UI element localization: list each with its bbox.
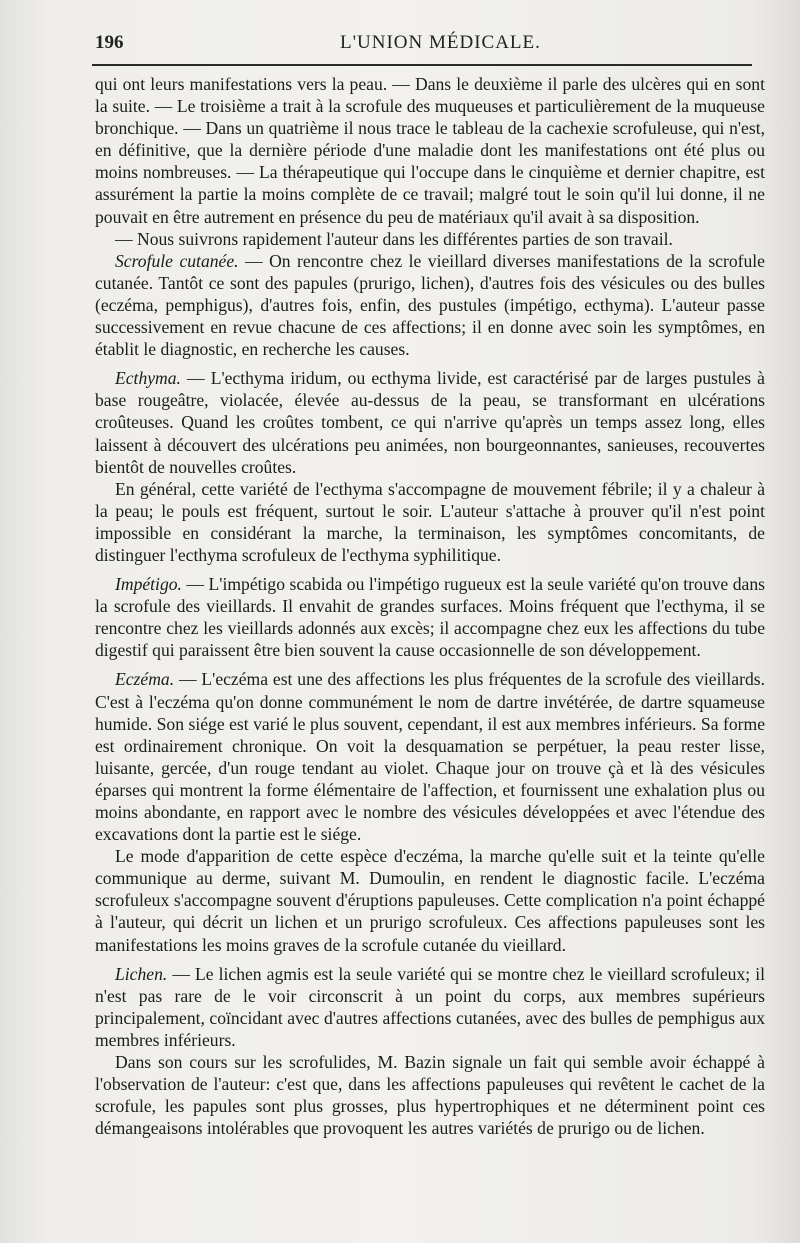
section-title: Impétigo. <box>115 574 182 595</box>
body-text <box>95 73 765 1139</box>
paragraph-ecthyma-2: En général, cette variété de l'ecthyma s'accompagne de mouvement fébrile; il y a chaleur à la peau; le pouls est fréquent, surtout le soir. L'auteur s'attache à prouver qu'il n'est point impossible en considérant la marche, la terminaison, les symptômes concomitants, de distinguer l'ecthyma scrofuleux de l'ecthyma syphilitique. <box>95 478 765 565</box>
paragraph-1: qui ont leurs manifestations vers la peau. — Dans le deuxième il parle des ulcères qui en sont la suite. — Le troisième a trait à la scrofule des muqueuses et particulièrement de la muqueuse bronchique. — Dans un quatrième il nous trace le tableau de la cachexie scrofuleuse, qui n'est, en définitive, que la dernière période d'une maladie dont les manifestations ont été plus ou moins nombreuses. — La thérapeutique qui l'occupe dans le cinquième et dernier chapitre, est assurément la partie la moins complète de ce travail; malgré tout le soin qu'il lui donne, il ne pouvait en être autrement en présence du peu de matériaux qu'il avait à sa disposition. <box>95 74 765 227</box>
section-title: Lichen. <box>115 963 168 984</box>
page-number: 196 <box>95 32 124 53</box>
paragraph-lichen-2: Dans son cours sur les scrofulides, M. Bazin signale un fait qui semble avoir échappé à l'observation de l'auteur: c'est que, dans les affections papuleuses qui revêtent le cachet de la scrofule, les papules sont plus grosses, plus hypertrophiques et ne déterminent point ces démangeaisons intolérables que provoquent les autres variétés de prurigo ou de lichen. <box>95 1052 765 1139</box>
section-title: Eczéma. <box>115 669 175 690</box>
section-lichen: Lichen. — Le lichen agmis est la seule variété qui se montre chez le vieillard scrofuleux; il n'est pas rare de le voir circonscrit à un point du corps, aux membres supérieurs principalement, coïncidant avec d'autres affections cutanées, avec des bulles de pemphigus aux membres inférieurs. <box>95 963 765 1050</box>
running-title: L'UNION MÉDICALE. <box>340 32 541 53</box>
page-header <box>95 32 750 56</box>
header-rule <box>92 64 752 66</box>
section-impetigo: Impétigo. — L'impétigo scabida ou l'impétigo rugueux est la seule variété qu'on trouve dans la scrofule des vieillards. Il envahit de grandes surfaces. Moins fréquent que l'ecthyma, il se rencontre chez les vieillards adonnés aux excès; il accompagne chez eux les affections du tube digestif qui paraissent être bien souvent la cause occasionnelle de son développement. <box>95 574 765 661</box>
section-ecthyma: Ecthyma. — L'ecthyma iridum, ou ecthyma livide, est caractérisé par de larges pustules à base rougeâtre, violacée, élevée au-dessus de la peau, se transformant en ulcérations croûteuses. Quand les croûtes tombent, ce qui n'arrive qu'après un temps assez long, elles laissent à découvert des ulcérations peu animées, non bourgeonnantes, sanieuses, recouvertes bientôt de nouvelles croûtes. <box>95 368 765 477</box>
section-title: Ecthyma. <box>115 368 181 389</box>
section-scrofule-cutanee: Scrofule cutanée. — On rencontre chez le vieillard diverses manifestations de la scrofule cutanée. Tantôt ce sont des papules (prurigo, lichen), d'autres fois des vésicules ou des bulles (eczéma, pemphigus), d'autres fois, enfin, des pustules (impétigo, ecthyma). L'auteur passe successivement en revue chacune de ces affections; il en donne avec soin les symptômes, en établit le diagnostic, en recherche les causes. <box>95 250 765 360</box>
paragraph-2: — Nous suivrons rapidement l'auteur dans les différentes parties de son travail. <box>115 228 673 249</box>
section-title: Scrofule cutanée. <box>115 250 239 271</box>
paragraph-eczema-2: Le mode d'apparition de cette espèce d'eczéma, la marche qu'elle suit et la teinte qu'elle communique au derme, suivant M. Dumoulin, en rendent le diagnostic facile. L'eczéma scrofuleux s'accompagne souvent d'éruptions papuleuses. Cette complication n'a point échappé à l'auteur, qui décrit un lichen et un prurigo scrofuleux. Ces affections papuleuses sont les manifestations les moins graves de la scrofule cutanée du vieillard. <box>95 846 765 955</box>
section-eczema: Eczéma. — L'eczéma est une des affections les plus fréquentes de la scrofule des vieillards. C'est à l'eczéma qu'on donne communément le nom de dartre invétérée, de dartre squameuse humide. Son siége est varié le plus souvent, cependant, il est aux membres inférieurs. Sa forme est ordinairement chronique. On voit la desquamation se perpétuer, la peau rester lisse, luisante, gercée, d'un rouge tendant au violet. Chaque jour on trouve çà et là des vésicules éparses qui montrent la forme élémentaire de l'affection, et fournissent une exhalation plus ou moins abondante, en rapport avec le nombre des vésicules développées et avec l'étendue des excavations dont la partie est le siége. <box>95 669 765 845</box>
